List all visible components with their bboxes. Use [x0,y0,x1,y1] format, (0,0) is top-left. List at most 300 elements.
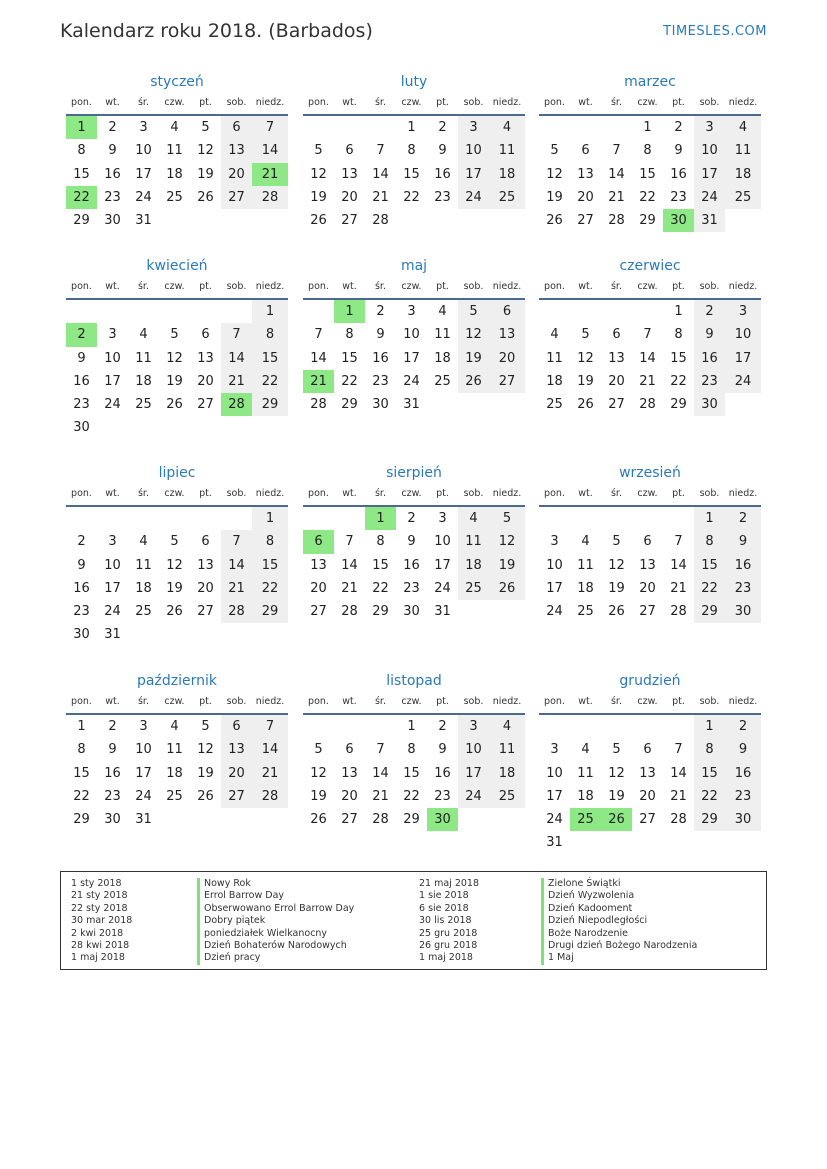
week-row [66,507,288,530]
weekday-label: pt. [436,696,449,707]
week-row [303,323,525,346]
day-cell: 25 [489,186,525,209]
day-cell: 29 [403,812,420,828]
day-cell: 23 [73,604,90,620]
empty-cell [396,209,427,232]
weekday-label: wt. [578,97,593,108]
empty-cell [66,300,97,323]
day-cell: 28 [252,186,288,209]
weekday-label: śr. [610,281,622,292]
weekday-label: pt. [199,281,212,292]
week-row [66,209,288,232]
day-cell: 6 [643,742,652,758]
day-cell: 12 [608,557,625,573]
weekday-label: wt. [105,696,120,707]
day-cell: 14 [639,350,656,366]
empty-cell [725,209,761,232]
month-name: lipiec [158,465,196,481]
empty-cell [190,300,221,323]
day-cell: 24 [458,785,489,808]
empty-cell [570,507,601,530]
legend-date: 1 maj 2018 [71,952,125,964]
day-cell: 6 [221,715,252,738]
day-cell: 9 [407,534,416,550]
day-cell: 30 [725,600,761,623]
day-cell: 17 [546,788,563,804]
legend-holiday-name: Dzień Bohaterów Narodowych [197,940,354,952]
weekday-label: śr. [137,696,149,707]
day-cell: 27 [221,785,252,808]
day-cell: 14 [670,765,687,781]
weekday-label: pt. [199,488,212,499]
day-cell: 12 [577,350,594,366]
empty-cell [663,831,694,854]
empty-cell [570,715,601,738]
day-cell: 28 [221,600,252,623]
day-cell: 9 [77,557,86,573]
day-cell: 7 [252,715,288,738]
brand-link[interactable]: TIMESLES.COM [663,24,767,39]
day-cell: 31 [434,604,451,620]
day-cell: 13 [489,323,525,346]
day-cell: 25 [458,577,489,600]
day-cell: 17 [434,557,451,573]
weekday-label: niedz. [255,696,285,707]
empty-cell [66,507,97,530]
empty-cell [458,808,489,831]
day-cell: 13 [197,350,214,366]
day-cell: 11 [725,139,761,162]
day-cell: 26 [310,213,327,229]
day-cell: 13 [639,557,656,573]
weekday-label: czw. [164,488,185,499]
month-name: październik [137,673,217,689]
day-cell: 19 [197,166,214,182]
day-cell: 5 [612,534,621,550]
weekday-label: śr. [610,696,622,707]
day-cell: 6 [345,742,354,758]
day-cell: 15 [670,350,687,366]
day-cell: 25 [135,604,152,620]
weekday-label: niedz. [728,97,758,108]
day-cell: 4 [581,534,590,550]
day-cell: 26 [489,577,525,600]
day-cell: 1 [407,719,416,734]
holiday-day-cell: 1 [66,116,97,139]
day-cell: 20 [577,189,594,205]
day-cell: 21 [639,373,656,389]
weekday-label: sob. [699,696,720,707]
weekday-header [539,276,761,300]
day-cell: 6 [643,534,652,550]
legend-holiday-name: Dobry piątek [197,915,354,927]
day-cell: 16 [670,166,687,182]
legend-holiday-name: Dzień Wyzwolenia [541,890,697,902]
holiday-day-cell: 2 [66,323,97,346]
empty-cell [632,831,663,854]
week-row [66,530,288,553]
week-row [539,785,761,808]
day-cell: 30 [104,812,121,828]
week-row [66,808,288,831]
day-cell: 18 [166,166,183,182]
day-cell: 24 [104,604,121,620]
weekday-label: niedz. [255,281,285,292]
weekday-header [66,276,288,300]
day-cell: 12 [197,143,214,159]
day-cell: 4 [170,120,179,135]
empty-cell [601,300,632,323]
day-cell: 3 [458,116,489,139]
weekday-label: wt. [578,696,593,707]
day-cell: 16 [694,347,725,370]
day-cell: 11 [458,530,489,553]
day-cell: 15 [341,350,358,366]
holiday-day-cell: 21 [303,370,334,393]
day-cell: 19 [310,788,327,804]
day-cell: 20 [197,580,214,596]
empty-cell [128,623,159,646]
day-cell: 27 [577,213,594,229]
day-cell: 21 [341,580,358,596]
day-cell: 19 [546,189,563,205]
day-cell: 23 [694,370,725,393]
day-cell: 3 [139,719,148,734]
weekday-label: czw. [401,696,422,707]
day-cell: 1 [694,507,725,530]
day-cell: 2 [376,304,385,319]
day-cell: 24 [104,397,121,413]
day-cell: 5 [612,742,621,758]
legend-date: 21 sty 2018 [71,890,128,902]
week-row [303,300,525,323]
day-cell: 30 [104,213,121,229]
weekday-label: śr. [610,488,622,499]
day-cell: 15 [694,762,725,785]
empty-cell [539,116,570,139]
day-cell: 5 [170,534,179,550]
legend-date: 1 maj 2018 [419,952,473,964]
week-row [66,577,288,600]
day-cell: 12 [489,530,525,553]
empty-cell [159,808,190,831]
day-cell: 15 [252,554,288,577]
day-cell: 29 [694,808,725,831]
empty-cell [632,507,663,530]
weekday-label: czw. [401,97,422,108]
empty-cell [221,623,252,646]
week-row [539,808,761,831]
weekday-label: sob. [463,281,484,292]
legend-dates-col-1 [71,878,132,965]
day-cell: 9 [438,143,447,159]
empty-cell [725,393,761,416]
day-cell: 26 [310,812,327,828]
week-row [66,300,288,323]
weekday-header [303,276,525,300]
day-cell: 18 [546,373,563,389]
day-cell: 17 [403,350,420,366]
day-cell: 30 [372,397,389,413]
weekday-label: sob. [463,696,484,707]
empty-cell [663,715,694,738]
empty-cell [694,831,725,854]
week-row [539,347,761,370]
week-row [539,370,761,393]
day-cell: 15 [252,347,288,370]
empty-cell [190,507,221,530]
day-cell: 27 [608,397,625,413]
week-row [539,139,761,162]
day-cell: 3 [550,742,559,758]
day-cell: 28 [608,213,625,229]
weekday-label: pon. [308,696,329,707]
week-row [539,300,761,323]
legend-date: 28 kwi 2018 [71,939,130,951]
holiday-day-cell: 21 [252,163,288,186]
day-cell: 27 [310,604,327,620]
week-row [303,600,525,623]
weekday-label: pon. [71,281,92,292]
day-cell: 28 [341,604,358,620]
weekday-header [66,92,288,116]
day-cell: 12 [166,350,183,366]
day-cell: 7 [221,323,252,346]
day-cell: 26 [458,370,489,393]
empty-cell [570,831,601,854]
empty-cell [221,507,252,530]
month-calendar [303,72,525,232]
empty-cell [190,209,221,232]
legend-holiday-name: Nowy Rok [197,878,354,890]
day-cell: 24 [135,189,152,205]
day-cell: 5 [201,120,210,135]
day-cell: 19 [166,373,183,389]
day-cell: 16 [725,762,761,785]
day-cell: 6 [612,327,621,343]
day-cell: 13 [577,166,594,182]
day-cell: 9 [108,143,117,159]
day-cell: 7 [612,143,621,159]
day-cell: 1 [407,120,416,135]
empty-cell [489,600,525,623]
legend-holiday-name: Zielone Świątki [541,878,697,890]
empty-cell [97,416,128,439]
day-cell: 4 [139,327,148,343]
day-cell: 19 [197,765,214,781]
day-cell: 7 [376,742,385,758]
month-name: wrzesień [619,465,681,481]
month-calendar [66,671,288,831]
day-cell: 18 [434,350,451,366]
week-row [66,762,288,785]
day-cell: 8 [694,738,725,761]
day-cell: 20 [221,762,252,785]
day-cell: 11 [434,327,451,343]
day-cell: 25 [166,788,183,804]
day-cell: 24 [403,373,420,389]
day-cell: 24 [458,186,489,209]
weekday-header [303,691,525,715]
weekday-label: czw. [637,696,658,707]
legend-holiday-name: poniedziałek Wielkanocny [197,928,354,940]
weekday-label: wt. [578,281,593,292]
empty-cell [489,393,525,416]
empty-cell [334,715,365,738]
weekday-label: pon. [544,488,565,499]
day-cell: 23 [725,785,761,808]
day-cell: 18 [458,554,489,577]
day-cell: 27 [197,604,214,620]
day-cell: 15 [694,554,725,577]
day-cell: 26 [608,604,625,620]
week-row [66,715,288,738]
empty-cell [489,808,525,831]
day-cell: 13 [197,557,214,573]
week-row [303,577,525,600]
day-cell: 4 [438,304,447,319]
week-row [303,139,525,162]
week-row [539,600,761,623]
day-cell: 8 [407,143,416,159]
day-cell: 15 [73,765,90,781]
month-calendar [66,463,288,647]
weekday-label: śr. [374,696,386,707]
day-cell: 5 [550,143,559,159]
day-cell: 16 [434,765,451,781]
week-row [66,416,288,439]
day-cell: 14 [608,166,625,182]
day-cell: 17 [135,765,152,781]
week-row [66,393,288,416]
day-cell: 8 [77,143,86,159]
empty-cell [252,416,288,439]
day-cell: 20 [639,580,656,596]
empty-cell [159,507,190,530]
week-row [539,554,761,577]
weekday-label: czw. [164,97,185,108]
day-cell: 23 [73,397,90,413]
week-row [539,738,761,761]
day-cell: 24 [546,812,563,828]
weekday-label: śr. [374,488,386,499]
legend-date: 1 sty 2018 [71,878,122,889]
day-cell: 5 [314,742,323,758]
holiday-day-cell: 6 [303,530,334,553]
day-cell: 20 [639,788,656,804]
day-cell: 8 [376,534,385,550]
empty-cell [303,300,334,323]
week-row [539,209,761,232]
day-cell: 12 [197,742,214,758]
day-cell: 29 [372,604,389,620]
day-cell: 14 [252,738,288,761]
day-cell: 8 [407,742,416,758]
holiday-day-cell: 1 [334,300,365,323]
day-cell: 12 [310,166,327,182]
weekday-label: niedz. [728,696,758,707]
month-name: styczeń [150,74,204,90]
week-row [66,116,288,139]
month-calendar [539,463,761,623]
day-cell: 31 [546,835,563,851]
day-cell: 5 [489,507,525,530]
empty-cell [303,715,334,738]
weekday-label: pon. [544,97,565,108]
day-cell: 16 [434,166,451,182]
legend-holiday-name: Drugi dzień Bożego Narodzenia [541,940,697,952]
empty-cell [539,300,570,323]
weekday-label: pt. [672,281,685,292]
day-cell: 22 [252,577,288,600]
legend-date: 2 kwi 2018 [71,927,124,939]
day-cell: 23 [725,577,761,600]
day-cell: 15 [73,166,90,182]
day-cell: 18 [577,788,594,804]
day-cell: 12 [166,557,183,573]
day-cell: 27 [639,604,656,620]
day-cell: 13 [341,765,358,781]
day-cell: 29 [73,213,90,229]
day-cell: 9 [376,327,385,343]
day-cell: 26 [197,788,214,804]
day-cell: 30 [725,808,761,831]
weekday-label: pon. [544,281,565,292]
day-cell: 10 [694,139,725,162]
weekday-label: pon. [71,696,92,707]
day-cell: 11 [577,557,594,573]
empty-cell [570,116,601,139]
day-cell: 25 [434,373,451,389]
month-name: kwiecień [146,258,208,274]
weekday-label: niedz. [255,488,285,499]
day-cell: 3 [108,534,117,550]
weekday-label: wt. [578,488,593,499]
weekday-label: czw. [637,281,658,292]
day-cell: 1 [674,304,683,319]
day-cell: 10 [135,742,152,758]
empty-cell [159,623,190,646]
empty-cell [458,393,489,416]
empty-cell [128,300,159,323]
day-cell: 29 [73,812,90,828]
day-cell: 26 [166,604,183,620]
day-cell: 1 [252,507,288,530]
weekday-label: sob. [463,488,484,499]
day-cell: 3 [438,511,447,526]
week-row [66,139,288,162]
day-cell: 5 [201,719,210,734]
week-row [66,623,288,646]
day-cell: 15 [403,166,420,182]
day-cell: 2 [438,120,447,135]
day-cell: 7 [643,327,652,343]
weekday-label: wt. [105,281,120,292]
day-cell: 24 [434,580,451,596]
day-cell: 11 [546,350,563,366]
holiday-day-cell: 28 [221,393,252,416]
day-cell: 27 [341,213,358,229]
day-cell: 17 [458,163,489,186]
day-cell: 14 [341,557,358,573]
week-row [303,507,525,530]
day-cell: 17 [458,762,489,785]
day-cell: 18 [489,163,525,186]
day-cell: 8 [345,327,354,343]
day-cell: 12 [608,765,625,781]
weekday-label: pt. [672,97,685,108]
day-cell: 10 [546,765,563,781]
